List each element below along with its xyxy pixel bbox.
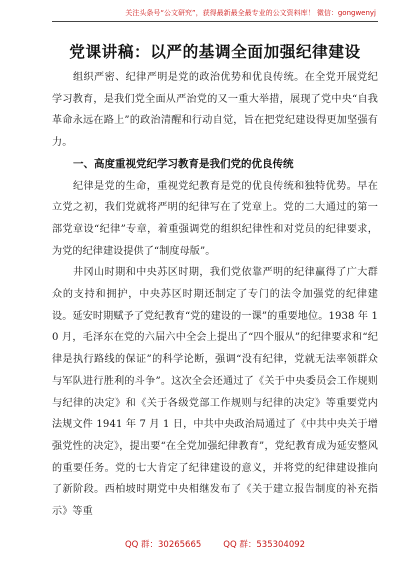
document-body — [52, 67, 378, 523]
header-divider — [52, 21, 378, 22]
footer-qq-group-1: QQ 群：30265665 — [124, 540, 202, 550]
body-paragraph-1: 纪律是党的生命，重视党纪教育是党的优良传统和独特优势。早在立党之初，我们党就将严明的纪律写在了党章上。党的二大通过的第一部党章设“纪律”专章，着重强调党的组织纪律性和对党员的纪律要求，为党的纪律建设提供了“制度母版”。 — [52, 180, 378, 257]
body-paragraph-2: 井冈山时期和中央苏区时期，我们党依靠严明的纪律赢得了广大群众的支持和拥护，中央苏区时期还制定了专门的法令加强党的纪律建设。延安时期赋予了党纪教育“党的建设的一课”的重要地位。1938 年 10 月，毛泽东在党的六届六中全会上提出了“四个服从”的纪律要求和“纪律是执行路线的保证”的科学论断，强调“没有纪律，党就无法率领群众与军队进行胜利的斗争”。这次全会还通过了《关于中央委员会工作规则与纪律的决定》和《关于各级党部工作规则与纪律的决定》等重要党内法规文件 1941 年 7 月 1 日，中共中央政治局通过了《中共中央关于增强党性的决定》，提出要“在全党加强纪律教育”，党纪教育成为延安整风的重要任务。党的七大肯定了纪律建设的意义，并将党的纪律建设推向了新阶段。西柏坡时期党中央相继发布了《关于建立报告制度的补充指示》等重 — [52, 267, 378, 518]
intro-paragraph: 组织严密、纪律严明是党的政治优势和优良传统。在全党开展党纪学习教育，是我们党全面从严治党的又一重大举措，展现了党中央“自我革命永远在路上”的政治清醒和行动自觉，旨在把党纪建设得更加坚强有力。 — [52, 72, 378, 149]
footer — [52, 539, 378, 551]
footer-qq-group-2: QQ 群：535304092 — [223, 540, 306, 550]
section-heading: 一、高度重视党纪学习教育是我们党的优良传统 — [73, 157, 294, 170]
document-title: 党课讲稿：以严的基调全面加强纪律建设 — [69, 43, 361, 61]
header-banner: 关注头条号“公文研究”，获得最新最全最专业的公文资料库！ 微信：gongwenyj — [125, 9, 376, 17]
